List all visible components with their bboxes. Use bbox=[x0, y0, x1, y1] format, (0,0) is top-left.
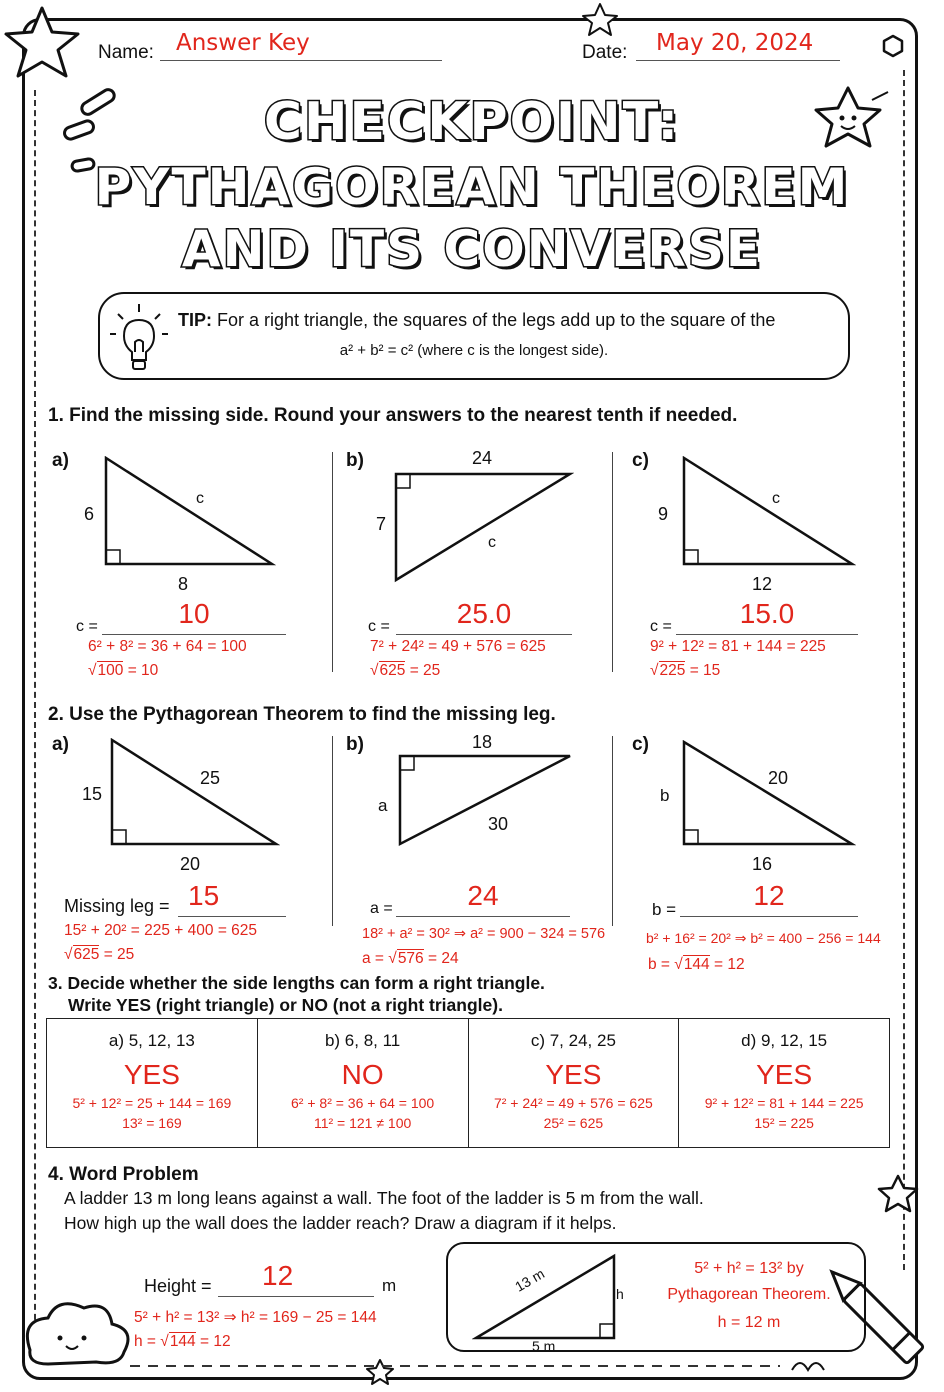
q2c-hyp: 20 bbox=[768, 768, 789, 788]
q3a-answer[interactable]: YES bbox=[123, 1059, 180, 1090]
q3d-work-1: 9² + 12² = 81 + 144 = 225 bbox=[704, 1095, 864, 1111]
q1b-letter: b) bbox=[346, 450, 364, 471]
title-line-2: PYTHAGOREAN THEOREM bbox=[94, 158, 850, 216]
q1a-hyp: c bbox=[196, 490, 204, 507]
q2c-work-2: b = √144 = 12 bbox=[648, 956, 745, 973]
q1a-prompt: c = bbox=[76, 618, 98, 635]
star-icon bbox=[583, 4, 617, 35]
q2a-leg2: 20 bbox=[180, 854, 201, 874]
q4-diagram-hyp: 13 m bbox=[512, 1265, 548, 1295]
q2c-answer[interactable]: 12 bbox=[680, 880, 858, 917]
q2b-prompt: a = bbox=[370, 900, 393, 917]
q3-cell-c bbox=[469, 1019, 680, 1147]
q4-text-1: A ladder 13 m long leans against a wall. The foot of the ladder is 5 m from the wall. bbox=[64, 1188, 704, 1208]
q1a-leg2: 8 bbox=[178, 574, 189, 594]
q2b-work-1: 18² + a² = 30² ⇒ a² = 900 − 324 = 576 bbox=[362, 926, 606, 942]
q4-note-2: Pythagorean Theorem. bbox=[667, 1286, 831, 1303]
ladder-diagram bbox=[472, 1252, 622, 1342]
q1c-leg1: 9 bbox=[658, 504, 669, 524]
q1b-leg2: 24 bbox=[472, 448, 493, 468]
date-value: May 20, 2024 bbox=[656, 30, 814, 56]
q2b-answer[interactable]: 24 bbox=[396, 880, 570, 917]
q2c-leg1: b bbox=[660, 786, 670, 805]
q4-text-2: How high up the wall does the ladder reach? Draw a diagram if it helps. bbox=[64, 1213, 617, 1233]
q2c-leg2: 16 bbox=[752, 854, 773, 874]
cloud-icon bbox=[27, 1304, 128, 1364]
q1c-triangle bbox=[682, 456, 856, 566]
q1c-hyp: c bbox=[772, 490, 780, 507]
q2b-hyp: 30 bbox=[488, 814, 509, 834]
q4-work-1: 5² + h² = 13² ⇒ h² = 169 − 25 = 144 bbox=[134, 1309, 377, 1326]
q2b-work-2: a = √576 = 24 bbox=[362, 950, 459, 967]
q2a-work-1: 15² + 20² = 225 + 400 = 625 bbox=[64, 922, 258, 939]
q2c-prompt: b = bbox=[652, 900, 677, 919]
q2b-triangle bbox=[398, 754, 574, 848]
tip-label: TIP: bbox=[178, 310, 212, 330]
q1a-leg1: 6 bbox=[84, 504, 95, 524]
tip-body: For a right triangle, the squares of the legs add up to the square of the bbox=[217, 310, 776, 330]
q2a-hyp: 25 bbox=[200, 768, 221, 788]
date-field[interactable] bbox=[636, 30, 840, 61]
q2a-triangle bbox=[110, 738, 280, 848]
q1b-answer[interactable]: 25.0 bbox=[396, 598, 572, 635]
lightbulb-icon bbox=[104, 298, 174, 378]
q4-note-1: 5² + h² = 13² by bbox=[694, 1260, 804, 1277]
q2b-letter: b) bbox=[346, 734, 364, 755]
q4-work-2: h = √144 = 12 bbox=[134, 1333, 231, 1350]
q1b-work-2: √625 = 25 bbox=[370, 662, 441, 679]
q1b-hyp: c bbox=[488, 534, 496, 551]
q1b-leg1: 7 bbox=[376, 514, 387, 534]
q3d-answer[interactable]: YES bbox=[756, 1059, 813, 1090]
q3-table bbox=[46, 1018, 890, 1148]
q2b-leg1: a bbox=[378, 796, 388, 815]
q4-heading: 4. Word Problem bbox=[48, 1164, 199, 1185]
name-field[interactable] bbox=[160, 30, 442, 61]
q2-heading: 2. Use the Pythagorean Theorem to find the missing leg. bbox=[48, 704, 556, 725]
q2c-work-1: b² + 16² = 20² ⇒ b² = 400 − 256 = 144 bbox=[646, 930, 881, 946]
q2b-leg2: 18 bbox=[472, 732, 493, 752]
q1b-prompt: c = bbox=[368, 618, 390, 635]
q4-unit: m bbox=[382, 1276, 397, 1295]
q2a-letter: a) bbox=[52, 734, 69, 755]
q1a-work-1: 6² + 8² = 36 + 64 = 100 bbox=[88, 638, 247, 655]
q3a-work-2: 13² = 169 bbox=[122, 1115, 182, 1131]
q4-note-3: h = 12 m bbox=[717, 1314, 781, 1331]
q1c-prompt: c = bbox=[650, 618, 672, 635]
q4-prompt: Height = bbox=[144, 1276, 212, 1296]
q1c-answer[interactable]: 15.0 bbox=[676, 598, 858, 635]
q2c-triangle bbox=[682, 740, 856, 848]
q1a-work-2: √100 = 10 bbox=[88, 662, 159, 679]
q2-divider-1 bbox=[332, 736, 333, 926]
q1b-work-1: 7² + 24² = 49 + 576 = 625 bbox=[370, 638, 546, 655]
q3c-work-2: 25² = 625 bbox=[543, 1115, 604, 1131]
star-icon bbox=[367, 1360, 393, 1384]
q1c-leg2: 12 bbox=[752, 574, 773, 594]
q2c-letter: c) bbox=[632, 734, 649, 755]
q3-cell-a bbox=[47, 1019, 258, 1147]
q3d-label: d) 9, 12, 15 bbox=[741, 1031, 828, 1050]
tip-text bbox=[178, 310, 775, 331]
q3-heading-1: 3. Decide whether the side lengths can form a right triangle. bbox=[48, 973, 545, 993]
tip-box bbox=[98, 292, 850, 380]
q1b-triangle bbox=[394, 472, 574, 584]
name-value: Answer Key bbox=[176, 30, 310, 56]
q3a-work-1: 5² + 12² = 25 + 144 = 169 bbox=[72, 1095, 232, 1111]
q1-divider-2 bbox=[612, 452, 613, 672]
q1c-letter: c) bbox=[632, 450, 649, 471]
q3c-answer[interactable]: YES bbox=[545, 1059, 602, 1090]
q2a-work-2: √625 = 25 bbox=[64, 946, 135, 963]
q3b-label: b) 6, 8, 11 bbox=[324, 1031, 401, 1050]
q2a-leg1: 15 bbox=[82, 784, 103, 804]
q4-diagram-height: h bbox=[616, 1286, 624, 1302]
q4-answer-field[interactable] bbox=[218, 1260, 374, 1297]
q3-heading-2: Write YES (right triangle) or NO (not a right triangle). bbox=[68, 995, 503, 1015]
tip-formula: a² + b² = c² (where c is the longest side). bbox=[339, 342, 609, 359]
q3c-label: c) 7, 24, 25 bbox=[530, 1031, 616, 1050]
q2a-prompt: Missing leg = bbox=[64, 896, 170, 916]
q2a-answer-field[interactable] bbox=[178, 880, 286, 917]
q2a-answer: 15 bbox=[188, 880, 220, 911]
q1c-work-1: 9² + 12² = 81 + 144 = 225 bbox=[650, 638, 826, 655]
name-label: Name: bbox=[98, 42, 154, 63]
star-icon bbox=[879, 1176, 917, 1211]
title-line-1: CHECKPOINT: bbox=[263, 92, 681, 152]
q3-cell-b bbox=[258, 1019, 469, 1147]
q1c-work-2: √225 = 15 bbox=[650, 662, 721, 679]
q3b-answer[interactable]: NO bbox=[341, 1059, 384, 1090]
star-icon bbox=[6, 8, 78, 76]
q3b-work-1: 6² + 8² = 36 + 64 = 100 bbox=[291, 1095, 435, 1111]
q4-answer: 12 bbox=[262, 1260, 294, 1291]
q4-diagram-base: 5 m bbox=[532, 1338, 556, 1354]
q4-diagram-box bbox=[446, 1242, 866, 1352]
q2-divider-2 bbox=[612, 736, 613, 926]
date-label: Date: bbox=[582, 42, 628, 63]
q3b-work-2: 11² = 121 ≠ 100 bbox=[313, 1115, 412, 1131]
q1a-letter: a) bbox=[52, 450, 69, 471]
q3d-work-2: 15² = 225 bbox=[754, 1115, 814, 1131]
q1a-triangle bbox=[104, 456, 276, 566]
q1-divider-1 bbox=[332, 452, 333, 672]
q3-cell-d bbox=[679, 1019, 889, 1147]
title-line-3: AND ITS CONVERSE bbox=[181, 220, 763, 278]
q1a-answer[interactable]: 10 bbox=[102, 598, 286, 635]
q3c-work-1: 7² + 24² = 49 + 576 = 625 bbox=[493, 1095, 653, 1111]
hexagon-icon bbox=[884, 36, 902, 56]
q3a-label: a) 5, 12, 13 bbox=[108, 1031, 195, 1050]
q1-heading: 1. Find the missing side. Round your answers to the nearest tenth if needed. bbox=[48, 405, 738, 426]
